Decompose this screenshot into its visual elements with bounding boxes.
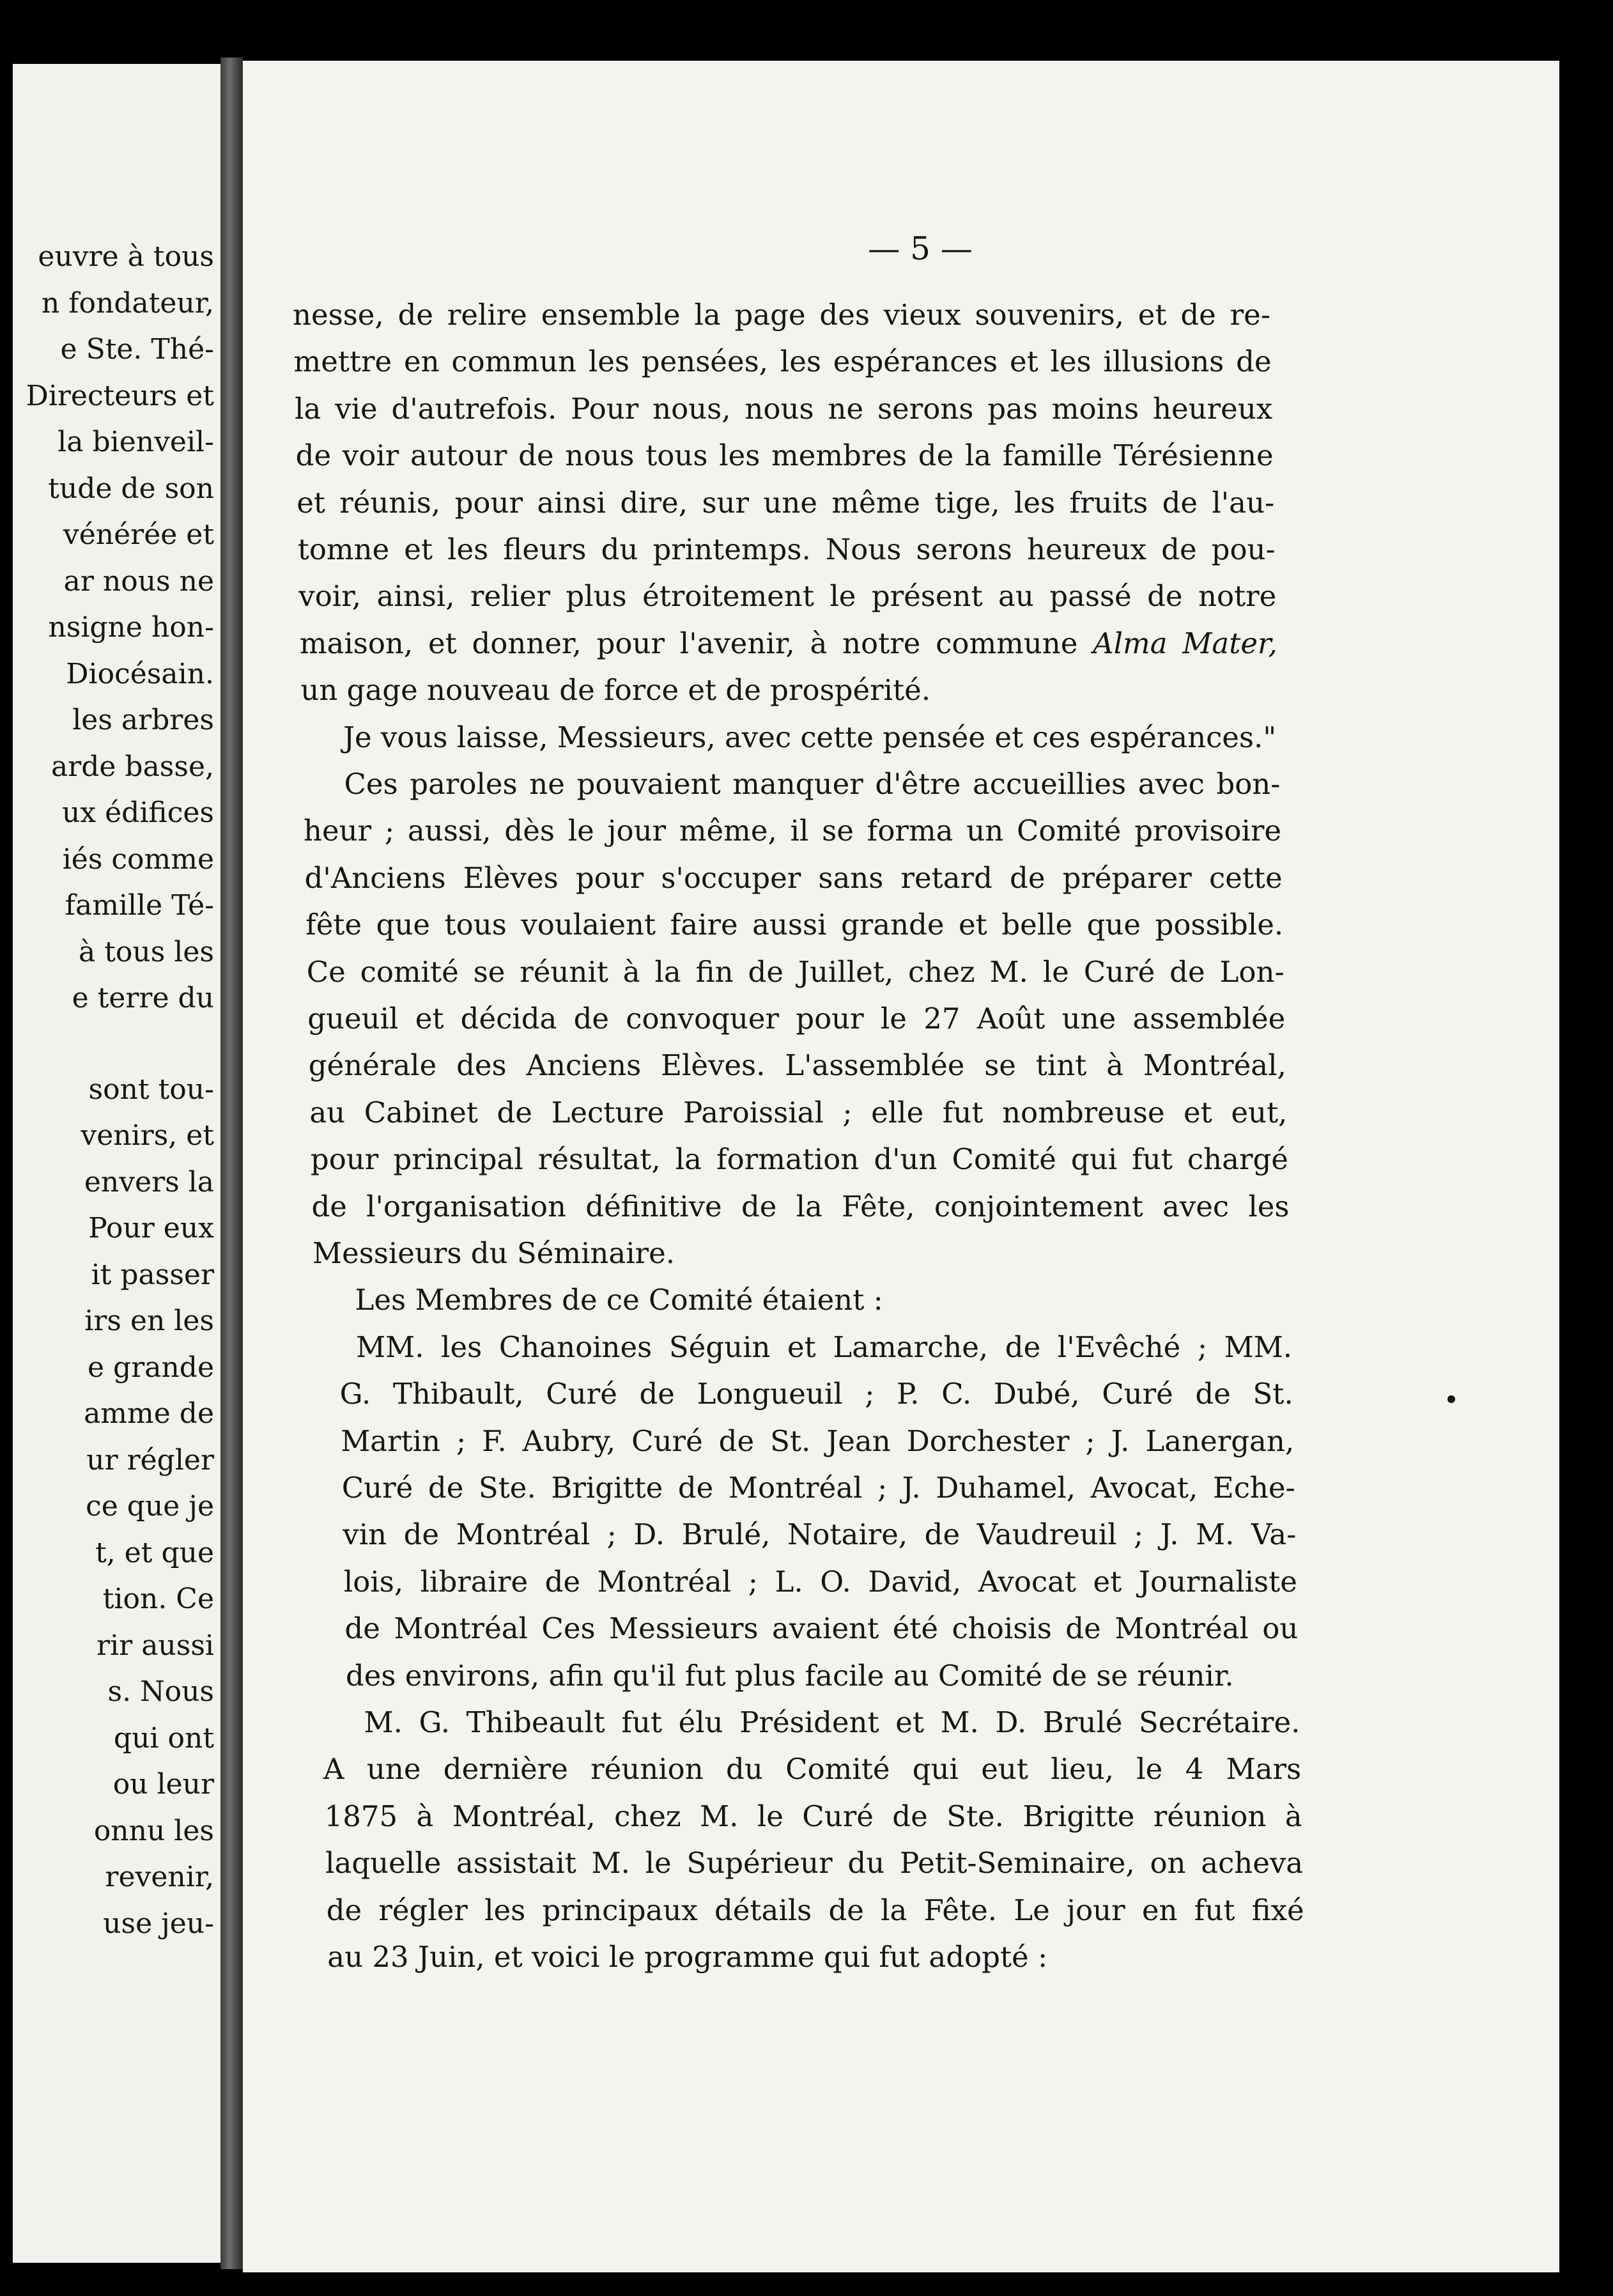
body-line: de l'organisation définitive de la Fête, conjointement avec les [311, 1189, 1290, 1223]
left-page-line: à tous les [79, 935, 214, 968]
left-page-line: it passer [91, 1258, 214, 1291]
body-line: Ces paroles ne pouvaient manquer d'être accueillies avec bon- [344, 767, 1281, 801]
left-page-line: tion. Ce [102, 1583, 214, 1615]
left-page-line: vénérée et [63, 518, 214, 551]
left-page-line: revenir, [105, 1861, 214, 1893]
body-line: Les Membres de ce Comité étaient : [355, 1283, 883, 1317]
body-line: voir, ainsi, relier plus étroitement le présent au passé de notre [298, 579, 1277, 614]
body-line: Ce comité se réunit à la fin de Juillet, chez M. le Curé de Lon- [306, 954, 1285, 989]
right-page [243, 61, 1559, 2272]
body-line: de voir autour de nous tous les membres de la famille Térésienne [295, 438, 1274, 473]
body-line: nesse, de relire ensemble la page des vieux souvenirs, et de re- [293, 298, 1270, 332]
left-page [13, 64, 233, 2263]
left-page-line: irs en les [84, 1305, 214, 1337]
body-line-text: maison, et donner, pour l'avenir, à notre commune [299, 626, 1093, 660]
body-line: Messieurs du Séminaire. [313, 1236, 675, 1270]
ink-speck [1447, 1395, 1455, 1403]
left-page-line: sont tou- [88, 1073, 214, 1106]
body-line: pour principal résultat, la formation d'un Comité qui fut chargé [310, 1142, 1288, 1177]
left-page-line: les arbres [72, 704, 214, 736]
body-line: Martin ; F. Aubry, Curé de St. Jean Dorchester ; J. Lanergan, [341, 1423, 1295, 1458]
body-line: laquelle assistait M. le Supérieur du Petit-Seminaire, on acheva [325, 1846, 1304, 1881]
left-page-line: rir aussi [96, 1629, 214, 1662]
body-line: générale des Anciens Elèves. L'assemblée se tint à Montréal, [308, 1048, 1286, 1083]
left-page-line: e terre du [72, 982, 214, 1014]
body-line: lois, libraire de Montréal ; L. O. David, Avocat et Journaliste [343, 1564, 1297, 1599]
body-line: tomne et les fleurs du printemps. Nous serons heureux de pou- [297, 532, 1276, 566]
left-page-line: onnu les [93, 1814, 214, 1847]
left-page-line: n fondateur, [41, 286, 214, 320]
body-line: vin de Montréal ; D. Brulé, Notaire, de Vaudreuil ; J. M. Va- [343, 1517, 1297, 1552]
body-line: 1875 à Montréal, chez M. le Curé de Ste. Brigitte réunion à [324, 1799, 1302, 1833]
left-page-line: euvre à tous [38, 240, 214, 273]
body-line: fête que tous voulaient faire aussi grande et belle que possible. [305, 908, 1284, 942]
left-page-line: t, et que [95, 1536, 214, 1569]
body-line: A une dernière réunion du Comité qui eut lieu, le 4 Mars [323, 1752, 1302, 1787]
left-page-line: ur régler [86, 1443, 214, 1477]
body-line: un gage nouveau de force et de prospérité. [300, 673, 931, 708]
body-line: Curé de Ste. Brigitte de Montréal ; J. Duhamel, Avocat, Eche- [341, 1471, 1295, 1505]
left-page-line: Pour eux [88, 1212, 214, 1245]
left-page-line: ar nous ne [63, 564, 214, 598]
left-page-line: s. Nous [107, 1675, 214, 1708]
body-line: des environs, afin qu'il fut plus facile au Comité de se réunir. [345, 1658, 1234, 1693]
left-page-line: ce que je [86, 1490, 214, 1523]
body-line: au 23 Juin, et voici le programme qui fut adopté : [327, 1940, 1048, 1974]
body-line: Je vous laisse, Messieurs, avec cette pensée et ces espérances." [343, 720, 1277, 754]
body-line: la vie d'autrefois. Pour nous, nous ne serons pas moins heureux [295, 391, 1273, 426]
left-page-line: tude de son [48, 472, 214, 505]
left-page-line: arde basse, [50, 750, 214, 783]
left-page-line: e grande [88, 1351, 214, 1384]
left-page-line: iés comme [62, 842, 214, 876]
left-page-line: ux édifices [61, 796, 214, 829]
body-line: G. Thibault, Curé de Longueuil ; P. C. Dubé, Curé de St. [339, 1377, 1293, 1411]
left-page-line: envers la [84, 1165, 214, 1198]
italic-phrase: Alma Mater, [1093, 626, 1277, 660]
body-line [299, 626, 1277, 660]
body-line: mettre en commun les pensées, les espérances et les illusions de [293, 345, 1272, 379]
left-page-line: e Ste. Thé- [60, 333, 214, 366]
page-number: — 5 — [868, 230, 973, 267]
book-gutter [220, 58, 243, 2269]
body-line: M. G. Thibeault fut élu Président et M. D. Brulé Secrétaire. [364, 1705, 1300, 1739]
left-page-line: ou leur [112, 1768, 214, 1801]
left-page-line: la bienveil- [58, 426, 214, 458]
left-page-line: venirs, et [81, 1119, 214, 1152]
body-line: MM. les Chanoines Séguin et Lamarche, de l'Evêché ; MM. [356, 1330, 1293, 1364]
body-line: au Cabinet de Lecture Paroissial ; elle fut nombreuse et eut, [309, 1095, 1288, 1129]
body-line: gueuil et décida de convoquer pour le 27 Août une assemblée [307, 1002, 1286, 1036]
left-page-line: famille Té- [65, 889, 214, 922]
left-page-line: qui ont [113, 1721, 214, 1755]
left-page-line: Directeurs et [26, 379, 214, 412]
left-page-line: nsigne hon- [48, 611, 214, 644]
left-page-line: Diocésain. [66, 657, 214, 690]
left-page-line: amme de [84, 1397, 214, 1430]
body-line: d'Anciens Elèves pour s'occuper sans retard de préparer cette [304, 860, 1283, 895]
body-line: et réunis, pour ainsi dire, sur une même tige, les fruits de l'au- [297, 485, 1275, 520]
body-line: de régler les principaux détails de la Fête. Le jour en fut fixé [326, 1893, 1304, 1927]
body-line: de Montréal Ces Messieurs avaient été choisis de Montréal ou [344, 1611, 1299, 1646]
left-page-line: use jeu- [103, 1907, 214, 1940]
body-line: heur ; aussi, dès le jour même, il se forma un Comité provisoire [304, 814, 1282, 848]
